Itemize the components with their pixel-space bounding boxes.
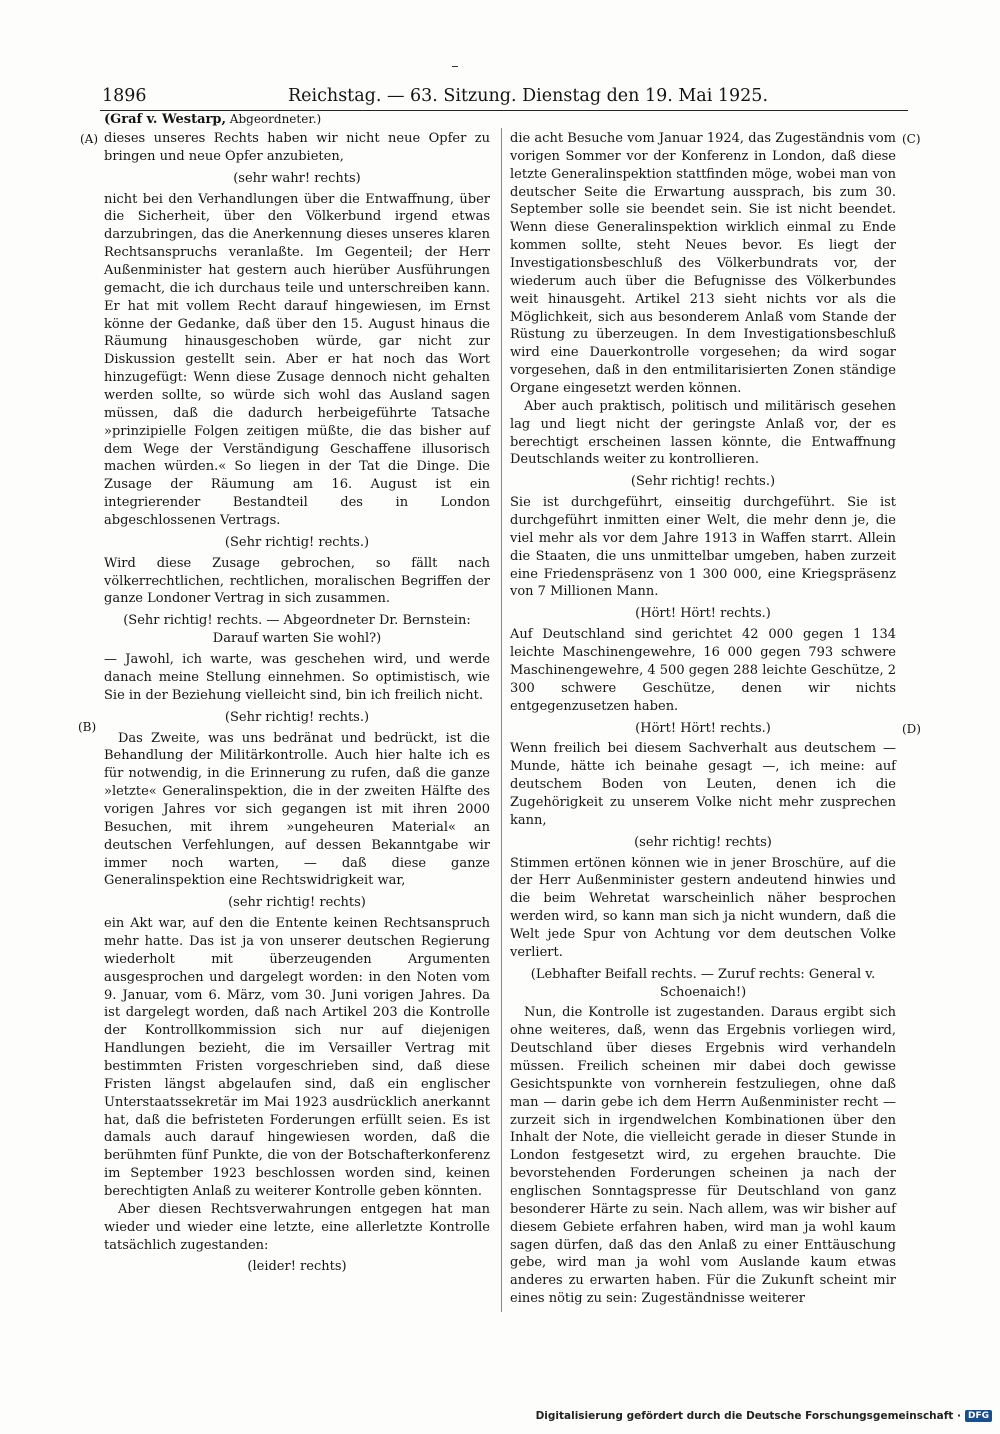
interjection: (sehr richtig! rechts) [228,895,366,911]
interjection: (Hört! Hört! rechts.) [635,720,771,736]
interjection: (sehr richtig! rechts) [634,834,772,850]
interjection: (Sehr richtig! rechts.) [224,534,370,550]
header-title: Reichstag. — 63. Sitzung. Dienstag den 19. Mai 1925. [288,86,769,106]
margin-label-c: (C) [902,132,921,146]
page-number: 1896 [102,86,147,106]
printer-mark [452,66,458,67]
footer [536,1410,992,1422]
paragraph: dieses unseres Rechts haben wir nicht neue Opfer zu bringen und neue Opfer anzubieten, [104,131,490,164]
paragraph: Auf Deutschland sind gerichtet 42 000 gegen 1 134 leichte Maschinengewehre, 16 000 gegen 793 schwere Maschinengewehre, 4 500 gegen 288 leichte Geschütze, 2 300 schwere Geschütze, denen wir nichts entgegenzusetzen haben. [510,627,896,714]
paragraph: Wird diese Zusage gebrochen, so fällt nach völkerrechtlichen, rechtlichen, moralischen Begriffen der ganze Londoner Vertrag in sich zusammen. [104,555,490,607]
paragraph: Stimmen ertönen können wie in jener Broschüre, auf die der Herr Außenminister gestern andeutend hinwies und die beim Wehretat warscheinlich näher besprochen werden wird, so kann man sich ja nicht wundern, daß die Welt jede Spur von Achtung vor dem deutschen Volke verliert. [510,855,896,960]
right-column [510,130,896,1308]
left-column [104,130,490,1279]
paragraph: Wenn freilich bei diesem Sachverhalt aus deutschem — Munde, hätte ich beinahe gesagt —, ich meine: auf deutschem Boden von Leuten, denen ich die Zugehörigkeit zu unserem Volke nicht mehr zusprechen kann, [510,741,896,828]
paragraph: Sie ist durchgeführt, einseitig durchgeführt. Sie ist durchgeführt inmitten einer Welt, die mehr denn je, die viel mehr als vor dem Jahre 1913 in Waffen starrt. Allein die Staaten, die uns unmittelbar umgeben, haben zurzeit eine Friedenspräsenz von 1 300 000, eine Kriegspräsenz von 7 Millionen Mann. [510,495,896,600]
paragraph: Aber auch praktisch, politisch und militärisch gesehen lag und liegt nicht der geringste Anlaß vor, der es berechtigt erscheinen lassen könnte, die Entwaffnung Deutschlands weiter zu kontrollieren. [510,398,896,468]
interjection: (Sehr richtig! rechts.) [224,709,370,725]
paragraph: die acht Besuche vom Januar 1924, das Zugeständnis vom vorigen Sommer vor der Konferenz in London, daß diese letzte Generalinspektion stattfinden möge, wobei man von deutscher Seite die Erwartung aussprach, bis zum 30. September solle sie beendet sein. Sie ist nicht beendet. Wenn diese Generalinspektion wirklich einmal zu Ende kommen sollte, steht Neues bevor. Es liegt der Investigationsbeschluß des Völkerbundrats vor, der wiederum auch über die Befugnisse des Völkerbundes weit hinausgeht. Artikel 213 sieht nichts vor als die Möglichkeit, sich aus besonderem Anlaß vom Stande der Rüstung zu überzeugen. In dem Investigationsbeschluß wird eine Dauerkontrolle vorgesehen; da wird sogar vorgesehen, daß in den entmilitarisierten Zonen ständige Organe eingesetzt werden können. [510,131,896,397]
interjection: (Sehr richtig! rechts. — Abgeordneter Dr. Bernstein: Darauf warten Sie wohl?) [123,613,471,647]
interjection: (Hört! Hört! rechts.) [635,606,771,622]
interjection: (sehr wahr! rechts) [233,170,361,186]
margin-label-d: (D) [902,722,921,736]
footer-text: Digitalisierung gefördert durch die Deutsche Forschungsgemeinschaft · [535,1410,961,1422]
paragraph: Das Zweite, was uns bedränat und bedrückt, ist die Behandlung der Militärkontrolle. Auch hier halte ich es für notwendig, in die Erinnerung zu rufen, daß die ganze »letzte« Generalinspektion, die in der zweiten Hälfte des vorigen Jahres vor sich gegangen ist mit ihren 2000 Besuchen, mit ihrem »ungeheuren Material« an deutschen Verfehlungen, auf dessen Bekanntgabe wir immer noch warten, — daß diese ganze Generalinspektion eine Rechtswidrigkeit war, [104,730,490,889]
header-rule [100,110,908,111]
column-divider [501,128,502,1312]
margin-label-b: (B) [78,720,97,734]
speaker-name: (Graf v. Westarp, [104,112,226,127]
margin-label-a: (A) [80,132,99,146]
page-header [102,86,882,112]
paragraph: — Jawohl, ich warte, was geschehen wird, und werde danach meine Stellung einnehmen. So optimistisch, wie Sie in der Beziehung vielleicht sind, bin ich freilich nicht. [104,652,490,703]
interjection: (Sehr richtig! rechts.) [630,474,776,490]
interjection: (leider! rechts) [247,1259,347,1275]
paragraph: nicht bei den Verhandlungen über die Entwaffnung, über die Sicherheit, über den Völkerbund irgend etwas darzubringen, das die Anerkennung dieses unseres klaren Rechtsanspruchs veranlaßte. Im Gegenteil; der Herr Außenminister hat gestern auch hierüber Ausführungen gemacht, die ich durchaus teile und unterschreiben kann. Er hat mit vollem Recht darauf hingewiesen, im Ernst könne der Gedanke, daß über den 15. August hinaus die Räumung hinausgeschoben würde, gar nicht zur Diskussion gestellt sein. Aber er hat noch das Wort hinzugefügt: Wenn diese Zusage dennoch nicht gehalten werden sollte, so würde sich wohl das Ausland sagen müssen, daß die dadurch herbeigeführte Tatsache »prinzipielle Folgen zeitigen müßte, die das bisher auf dem Wege der Verständigung Geschaffene illusorisch machen würden.« So liegen in der Tat die Dinge. Die Zusage der Räumung am 16. August ist ein integrierender Bestandteil des in London abgeschlossenen Vertrags. [104,191,490,529]
speaker-role: Abgeordneter.) [229,112,322,126]
paragraph: ein Akt war, auf den die Entente keinen Rechtsanspruch mehr hatte. Das ist ja von unserer deutschen Regierung wiederholt mit überzeugenden Argumenten ausgesprochen und dargelegt worden: in den Noten vom 9. Januar, vom 6. März, vom 30. Juni vorigen Jahres. Da ist dargelegt worden, daß nach Artikel 203 die Kontrolle der Kontrollkommission sich nur auf diejenigen Handlungen bezieht, die im Versailler Vertrag mit bestimmten Fristen vorgeschrieben sind, daß diese Fristen längst abgelaufen sind, daß ein englischer Unterstaatssekretär im Mai 1923 ausdrücklich anerkannt hat, daß die befristeten Forderungen erfüllt seien. Es ist damals auch darauf hingewiesen worden, daß die berühmten fünf Punkte, die von der Botschafterkonferenz im September 1923 beschlossen worden sind, keinen berechtigten Anlaß zu weiterer Kontrolle geben könnten. [104,916,490,1199]
interjection: (Lebhafter Beifall rechts. — Zuruf rechts: General v. Schoenaich!) [530,966,876,1000]
dfg-logo: DFG [965,1410,992,1422]
paragraph: Nun, die Kontrolle ist zugestanden. Daraus ergibt sich ohne weiteres, daß, wenn das Ergebnis vorliegen wird, Deutschland über dieses Ergebnis wird verhandeln müssen. Freilich scheinen mir dabei doch gewisse Gesichtspunkte von vornherein festzuliegen, ohne daß man — darin gebe ich dem Herrn Außenminister recht — zurzeit sich in irgendwelchen Kombinationen über den Inhalt der Note, die vielleicht gerade in dieser Stunde in London festgesetzt wird, zu ergehen brauchte. Die bevorstehenden Forderungen scheinen ja nach der englischen Sonntagspresse für Deutschland von ganz besonderer Härte zu sein. Nach allem, was wir bisher auf diesem Gebiete erfahren haben, wird man ja wohl kaum sagen dürfen, daß das den Anlaß zu einer Enttäuschung gebe, wird man ja wohl vom Auslande kaum etwas anderes zu erwarten haben. Für die Zukunft scheint mir eines nötig zu sein: Zugeständnisse weiterer [510,1005,896,1307]
speaker-line [104,112,321,127]
paragraph: Aber diesen Rechtsverwahrungen entgegen hat man wieder und wieder eine letzte, eine allerletzte Kontrolle tatsächlich zugestanden: [104,1201,490,1253]
